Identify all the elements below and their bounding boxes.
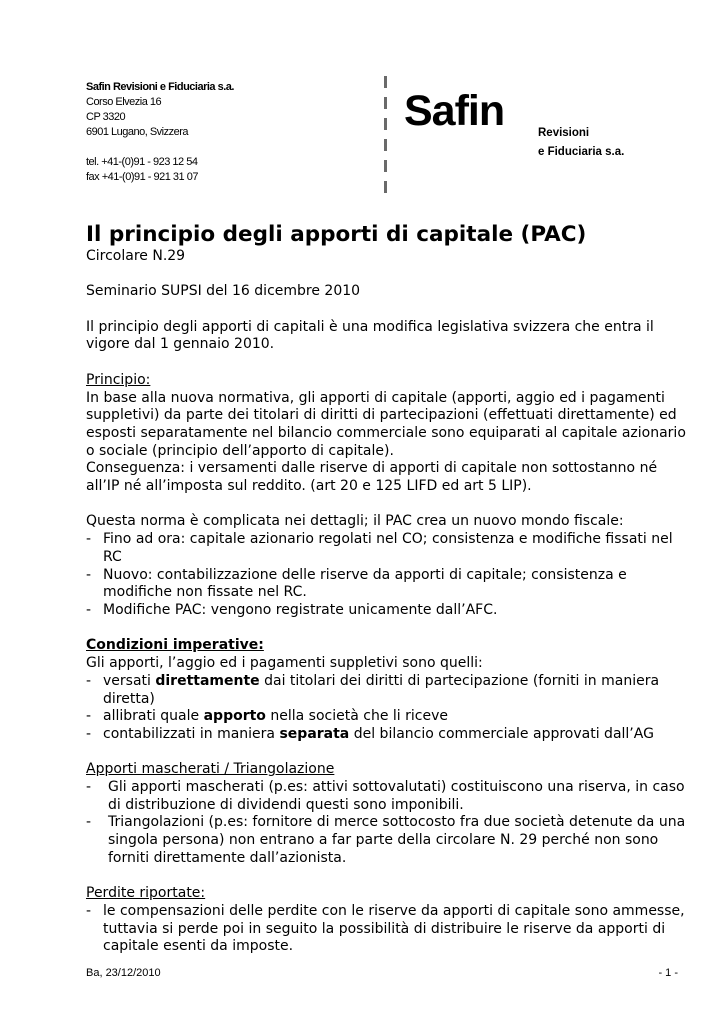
list-item: [86, 726, 686, 744]
condition-keyword: apporto: [203, 708, 266, 725]
perdite-heading: Perdite riportate:: [86, 885, 206, 902]
logo-subtitle-line1: Revisioni: [538, 127, 590, 139]
condizioni-heading: Condizioni imperative:: [86, 637, 264, 654]
norma-list: [86, 531, 686, 620]
conseguenza-paragraph: Conseguenza: i versamenti dalle riserve di apporti di capitale non sottostanno né all’IP né all’imposta sul reddito. (art 20 e 125 LIFD ed art 5 LIP).: [86, 460, 658, 495]
letterhead-address: [86, 80, 356, 185]
principio-heading: Principio:: [86, 371, 151, 388]
footer-date: Ba, 23/12/2010: [86, 967, 161, 979]
document-body: [86, 222, 686, 956]
page-number: - 1 -: [658, 967, 678, 979]
condition-text: allibrati quale: [103, 708, 204, 725]
list-item: [86, 673, 686, 708]
list-item: [86, 708, 686, 726]
condition-text: nella società che li riceve: [265, 708, 448, 725]
condition-text: dai titolari dei diritti di partecipazione (forniti in maniera diretta): [103, 672, 660, 707]
company-logo: Safin: [404, 87, 505, 135]
mascherati-heading: Apporti mascherati / Triangolazione: [86, 761, 335, 778]
list-item: - Fino ad ora: capitale azionario regolati nel CO; consistenza e modifiche fissati nel RC: [86, 531, 686, 566]
mascherati-list: [86, 779, 686, 868]
list-item: - Triangolazioni (p.es: fornitore di merce sottocosto fra due società detenute da una singola persona) non entrano a far parte della circolare N. 29 perché non sono forniti direttamente dall’azionista.: [86, 814, 686, 867]
condizioni-intro: Gli apporti, l’aggio ed i pagamenti suppletivi sono quelli:: [86, 655, 483, 672]
condition-keyword: direttamente: [155, 672, 260, 689]
intro-paragraph: Il principio degli apporti di capitali è una modifica legislativa svizzera che entra il vigore dal 1 gennaio 2010.: [86, 318, 654, 353]
list-item: - le compensazioni delle perdite con le riserve da apporti di capitale sono ammesse, tuttavia si perde poi in seguito la possibilità di distribuire le riserve da apporti di capitale esenti da imposte.: [86, 903, 686, 956]
company-name: Safin Revisioni e Fiduciaria s.a.: [86, 81, 234, 93]
list-item: - Gli apporti mascherati (p.es: attivi sottovalutati) costituiscono una riserva, in caso di distribuzione di dividendi questi sono imponibili.: [86, 779, 686, 814]
phone-number: tel. +41-(0)91 - 923 12 54: [86, 156, 198, 168]
condition-text: del bilancio commerciale approvati dall’AG: [349, 725, 654, 742]
address-street: Corso Elvezia 16: [86, 96, 162, 108]
condition-text: versati: [103, 672, 156, 689]
condition-text: contabilizzati in maniera: [103, 725, 280, 742]
list-item: - Nuovo: contabilizzazione delle riserve da apporti di capitale; consistenza e modifiche non fissate nel RC.: [86, 567, 686, 602]
norma-intro: Questa norma è complicata nei dettagli; il PAC crea un nuovo mondo fiscale:: [86, 513, 624, 530]
company-logo-subtitle: [538, 124, 624, 162]
logo-subtitle-line2: e Fiduciaria s.a.: [538, 146, 625, 158]
condizioni-list: [86, 673, 686, 744]
condition-keyword: separata: [279, 725, 350, 742]
list-item: - Modifiche PAC: vengono registrate unicamente dall’AFC.: [86, 602, 686, 620]
address-city: 6901 Lugano, Svizzera: [86, 126, 189, 138]
seminar-line: Seminario SUPSI del 16 dicembre 2010: [86, 283, 361, 300]
circolare-number: Circolare N.29: [86, 248, 186, 264]
perdite-list: [86, 903, 686, 956]
page-title: Il principio degli apporti di capitale (PAC): [86, 222, 587, 247]
fax-number: fax +41-(0)91 - 921 31 07: [86, 171, 198, 183]
principio-paragraph: In base alla nuova normativa, gli apporti di capitale (apporti, aggio ed i pagamenti suppletivi) da parte dei titolari di diritti di partecipazioni (effettuati direttamente) ed esposti separatamente nel bilancio commerciale sono equiparati al capitale azionario o sociale (principio dell’apporto di capitale).: [86, 389, 686, 459]
address-box: CP 3320: [86, 111, 126, 123]
